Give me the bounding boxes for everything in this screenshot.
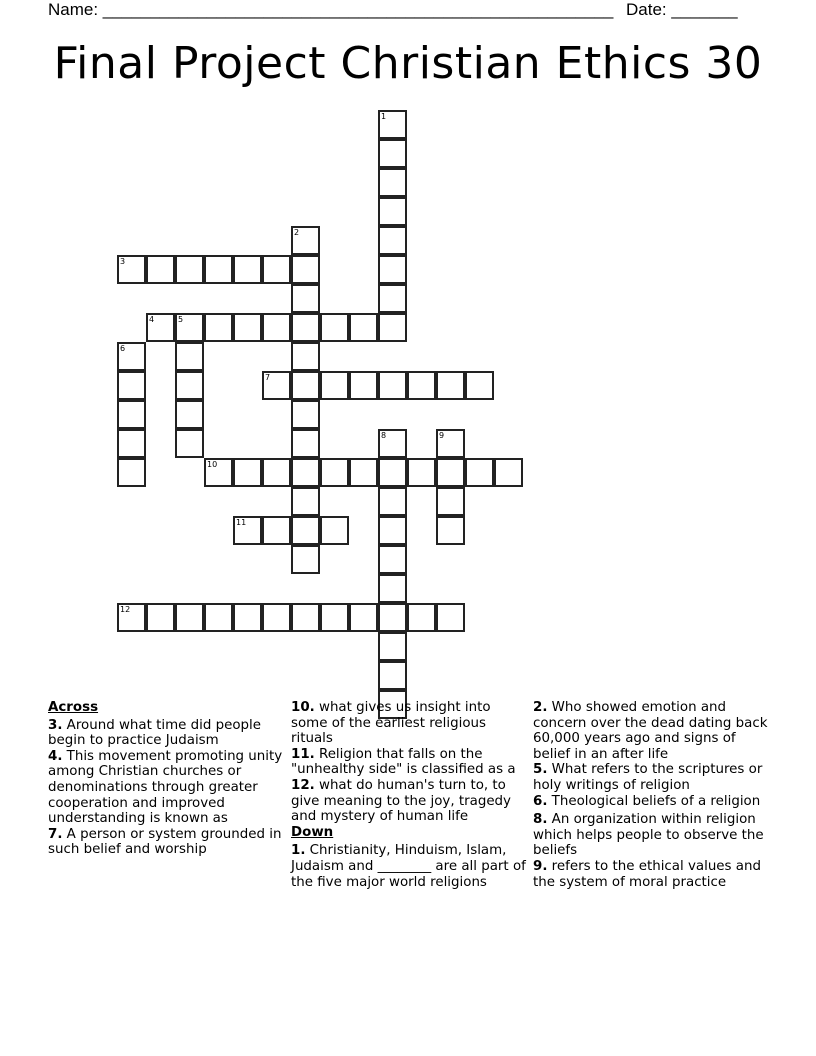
clue-text: A person or system grounded in such belief and worship xyxy=(48,826,282,858)
grid-cell[interactable] xyxy=(175,342,204,371)
clue-number: 8. xyxy=(533,812,548,828)
name-field[interactable]: Name: ______________________________________________________ xyxy=(48,0,614,19)
grid-cell[interactable] xyxy=(175,371,204,400)
grid-cell[interactable] xyxy=(407,603,436,632)
grid-cell[interactable] xyxy=(465,371,494,400)
clue-number: 5. xyxy=(533,762,548,778)
grid-cell[interactable] xyxy=(436,487,465,516)
grid-cell[interactable] xyxy=(175,603,204,632)
grid-cell[interactable] xyxy=(320,458,349,487)
grid-cell[interactable] xyxy=(175,313,204,342)
grid-cell[interactable] xyxy=(291,487,320,516)
grid-cell[interactable] xyxy=(146,255,175,284)
grid-cell[interactable] xyxy=(436,603,465,632)
grid-cell[interactable] xyxy=(378,458,407,487)
grid-cell[interactable] xyxy=(291,429,320,458)
clue-text: Who showed emotion and concern over the dead dating back 60,000 years ago and signs of belief in an after life xyxy=(533,700,768,762)
grid-cell[interactable] xyxy=(291,603,320,632)
grid-cell[interactable] xyxy=(291,226,320,255)
grid-cell[interactable] xyxy=(436,516,465,545)
clue-number: 11. xyxy=(291,746,315,762)
grid-cell[interactable] xyxy=(262,458,291,487)
grid-cell[interactable] xyxy=(233,516,262,545)
grid-cell[interactable] xyxy=(117,255,146,284)
grid-cell[interactable] xyxy=(204,458,233,487)
clue-down-2 xyxy=(533,700,773,762)
date-field[interactable]: Date: _______ xyxy=(626,0,738,19)
grid-cell[interactable] xyxy=(378,168,407,197)
cell-number: 3 xyxy=(120,257,126,266)
grid-cell[interactable] xyxy=(262,516,291,545)
clues-column-1 xyxy=(48,700,284,858)
grid-cell[interactable] xyxy=(378,255,407,284)
grid-cell[interactable] xyxy=(378,197,407,226)
grid-cell[interactable] xyxy=(378,110,407,139)
clue-down-5 xyxy=(533,762,773,793)
grid-cell[interactable] xyxy=(146,603,175,632)
grid-cell[interactable] xyxy=(291,545,320,574)
grid-cell[interactable] xyxy=(117,371,146,400)
clue-text: Theological beliefs of a religion xyxy=(547,793,761,809)
grid-cell[interactable] xyxy=(291,313,320,342)
clue-number: 3. xyxy=(48,717,63,733)
clue-number: 9. xyxy=(533,858,548,874)
clue-text: what gives us insight into some of the earliest religious rituals xyxy=(291,700,491,747)
grid-cell[interactable] xyxy=(233,603,262,632)
grid-cell[interactable] xyxy=(436,371,465,400)
clue-text: Christianity, Hinduism, Islam, Judaism and ________ are all part of the five major world religions xyxy=(291,843,526,890)
grid-cell[interactable] xyxy=(378,487,407,516)
cell-number: 11 xyxy=(236,518,247,527)
grid-cell[interactable] xyxy=(291,458,320,487)
clue-text: An organization within religion which helps people to observe the beliefs xyxy=(533,812,764,859)
grid-cell[interactable] xyxy=(320,603,349,632)
clue-across-3 xyxy=(48,718,284,749)
grid-cell[interactable] xyxy=(378,632,407,661)
grid-cell[interactable] xyxy=(117,603,146,632)
clue-number: 4. xyxy=(48,748,63,764)
grid-cell[interactable] xyxy=(233,255,262,284)
grid-cell[interactable] xyxy=(291,284,320,313)
cell-number: 10 xyxy=(207,460,218,469)
grid-cell[interactable] xyxy=(262,313,291,342)
grid-cell[interactable] xyxy=(291,400,320,429)
clue-number: 7. xyxy=(48,826,63,842)
grid-cell[interactable] xyxy=(436,429,465,458)
cell-number: 12 xyxy=(120,605,131,614)
grid-cell[interactable] xyxy=(465,458,494,487)
cell-number: 2 xyxy=(294,228,300,237)
grid-cell[interactable] xyxy=(146,313,175,342)
grid-cell[interactable] xyxy=(233,313,262,342)
grid-cell[interactable] xyxy=(494,458,523,487)
grid-cell[interactable] xyxy=(117,429,146,458)
grid-cell[interactable] xyxy=(291,516,320,545)
page-title: Final Project Christian Ethics 30 xyxy=(53,38,763,89)
grid-cell[interactable] xyxy=(349,371,378,400)
grid-cell[interactable] xyxy=(291,371,320,400)
cell-number: 7 xyxy=(265,373,271,382)
clue-across-7 xyxy=(48,827,284,858)
clue-down-9 xyxy=(533,859,773,890)
grid-cell[interactable] xyxy=(320,516,349,545)
grid-cell[interactable] xyxy=(291,342,320,371)
grid-cell[interactable] xyxy=(436,458,465,487)
clue-text: refers to the ethical values and the system of moral practice xyxy=(533,858,761,890)
cell-number: 4 xyxy=(149,315,155,324)
grid-cell[interactable] xyxy=(349,603,378,632)
grid-cell[interactable] xyxy=(378,429,407,458)
grid-cell[interactable] xyxy=(320,371,349,400)
grid-cell[interactable] xyxy=(378,226,407,255)
grid-cell[interactable] xyxy=(175,429,204,458)
clue-text: Religion that falls on the "unhealthy side" is classified as a xyxy=(291,746,516,778)
cell-number: 8 xyxy=(381,431,387,440)
grid-cell[interactable] xyxy=(117,458,146,487)
grid-cell[interactable] xyxy=(175,255,204,284)
across-heading: Across xyxy=(48,700,99,715)
grid-cell[interactable] xyxy=(378,661,407,690)
grid-cell[interactable] xyxy=(378,603,407,632)
clue-across-10 xyxy=(291,700,527,747)
grid-cell[interactable] xyxy=(378,516,407,545)
clue-down-8 xyxy=(533,812,773,859)
grid-cell[interactable] xyxy=(378,371,407,400)
grid-cell[interactable] xyxy=(407,371,436,400)
down-heading: Down xyxy=(291,824,334,840)
grid-cell[interactable] xyxy=(378,284,407,313)
clue-text: what do human's turn to, to give meaning to the joy, tragedy and mystery of human life xyxy=(291,777,511,825)
grid-cell[interactable] xyxy=(320,313,349,342)
clue-number: 12. xyxy=(291,777,315,793)
clue-text: Around what time did people begin to practice Judaism xyxy=(48,717,261,749)
clue-number: 2. xyxy=(533,700,548,715)
grid-cell[interactable] xyxy=(407,458,436,487)
grid-cell[interactable] xyxy=(378,139,407,168)
cell-number: 5 xyxy=(178,315,184,324)
clue-number: 1. xyxy=(291,843,306,859)
grid-cell[interactable] xyxy=(291,255,320,284)
grid-cell[interactable] xyxy=(204,603,233,632)
grid-cell[interactable] xyxy=(204,255,233,284)
clue-across-11 xyxy=(291,747,527,778)
grid-cell[interactable] xyxy=(204,313,233,342)
cell-number: 1 xyxy=(381,112,387,121)
clue-down-1 xyxy=(291,843,527,890)
clue-text: What refers to the scriptures or holy writings of religion xyxy=(533,762,763,793)
cell-number: 6 xyxy=(120,344,126,353)
clue-across-4 xyxy=(48,749,284,827)
cell-number: 9 xyxy=(439,431,445,440)
clue-number: 6. xyxy=(533,793,548,809)
grid-cell[interactable] xyxy=(262,371,291,400)
clue-number: 10. xyxy=(291,700,315,715)
grid-cell[interactable] xyxy=(262,603,291,632)
clue-down-6 xyxy=(533,794,773,810)
grid-cell[interactable] xyxy=(117,400,146,429)
clues-column-3 xyxy=(533,700,773,890)
clue-across-12 xyxy=(291,778,527,825)
grid-cell[interactable] xyxy=(349,313,378,342)
grid-cell[interactable] xyxy=(117,342,146,371)
grid-cell[interactable] xyxy=(175,400,204,429)
grid-cell[interactable] xyxy=(349,458,378,487)
grid-cell[interactable] xyxy=(378,313,407,342)
grid-cell[interactable] xyxy=(262,255,291,284)
clues-column-2 xyxy=(291,700,527,890)
grid-cell[interactable] xyxy=(378,545,407,574)
clue-text: This movement promoting unity among Christian churches or denominations through greater cooperation and improved understanding is known as xyxy=(48,748,283,827)
grid-cell[interactable] xyxy=(233,458,262,487)
grid-cell[interactable] xyxy=(378,574,407,603)
